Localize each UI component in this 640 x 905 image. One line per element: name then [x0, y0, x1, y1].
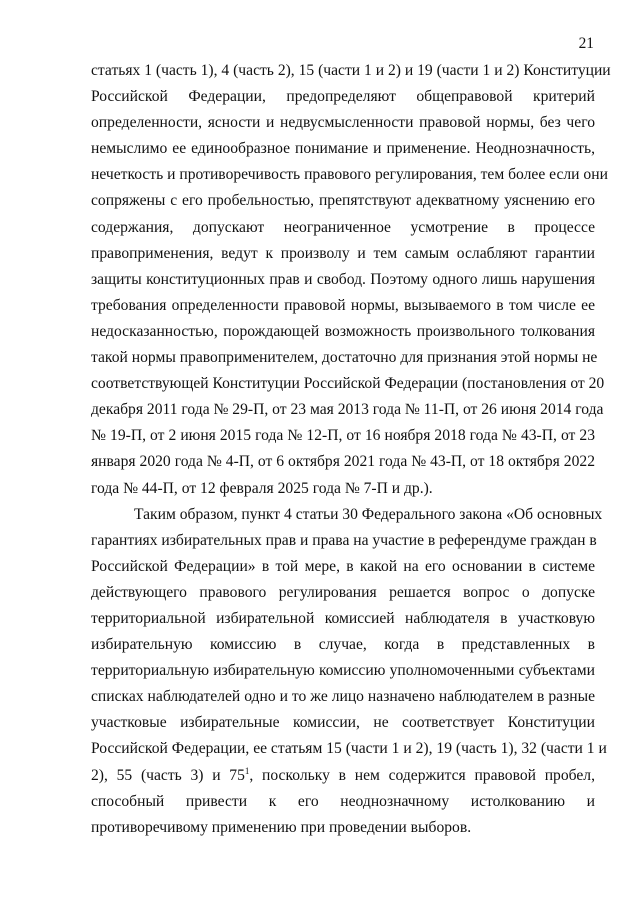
- text-line: нечеткость и противоречивость правового регулирования, тем более если они: [91, 166, 608, 184]
- text-line: действующего правового регулирования решается вопрос о допуске: [91, 583, 595, 601]
- text-line: способный привести к его неоднозначному истолкованию и: [91, 792, 595, 810]
- text-line: недосказанностью, порождающей возможность произвольного толкования: [91, 322, 595, 340]
- text-line-with-footnote: [91, 763, 595, 789]
- text-line: № 19-П, от 2 июня 2015 года № 12-П, от 16 ноября 2018 года № 43-П, от 23: [91, 427, 595, 445]
- text-line: защиты конституционных прав и свобод. Поэтому одного лишь нарушения: [91, 270, 595, 288]
- text-line: Российской Федерации, предопределяют общеправовой критерий: [91, 88, 595, 106]
- text-line: правоприменения, ведут к произволу и тем самым ослабляют гарантии: [91, 244, 595, 262]
- text-line: немыслимо ее единообразное понимание и применение. Неоднозначность,: [91, 140, 595, 158]
- document-body: [91, 58, 611, 841]
- text-fragment: , поскольку в нем содержится правовой пробел,: [249, 766, 595, 784]
- text-line: требования определенности правовой нормы, вызываемого в том числе ее: [91, 296, 595, 314]
- text-line: года № 44-П, от 12 февраля 2025 года № 7-П и др.).: [91, 479, 433, 497]
- text-line: января 2020 года № 4-П, от 6 октября 2021 года № 43-П, от 18 октября 2022: [91, 453, 595, 471]
- text-line: избирательную комиссию в случае, когда в представленных в: [91, 636, 595, 654]
- text-line: гарантиях избирательных прав и права на участие в референдуме граждан в: [91, 531, 597, 549]
- text-line: участковые избирательные комиссии, не соответствует Конституции: [91, 714, 595, 732]
- text-line: содержания, допускают неограниченное усмотрение в процессе: [91, 218, 595, 236]
- page-number: 21: [578, 35, 594, 52]
- text-line: территориальной избирательной комиссией наблюдателя в участковую: [91, 609, 595, 627]
- text-line: сопряжены с его пробельностью, препятствуют адекватному уяснению его: [91, 192, 595, 210]
- text-line: Российской Федерации, ее статьям 15 (части 1 и 2), 19 (часть 1), 32 (части 1 и: [91, 740, 607, 758]
- text-line: Таким образом, пункт 4 статьи 30 Федерального закона «Об основных: [134, 505, 603, 523]
- text-line: списках наблюдателей одно и то же лицо назначено наблюдателем в разные: [91, 688, 595, 706]
- text-line: соответствующей Конституции Российской Федерации (постановления от 20: [91, 375, 605, 393]
- text-line: противоречивому применению при проведении выборов.: [91, 818, 472, 836]
- text-fragment: 2), 55 (часть 3) и 75: [91, 766, 245, 784]
- text-line: такой нормы правоприменителем, достаточно для признания этой нормы не: [91, 349, 598, 367]
- text-line: Российской Федерации» в той мере, в какой на его основании в системе: [91, 557, 595, 575]
- text-line: статьях 1 (часть 1), 4 (часть 2), 15 (части 1 и 2) и 19 (части 1 и 2) Конституции: [91, 62, 611, 79]
- footnote-mark: 1: [244, 765, 250, 776]
- paragraph-constitutional-criteria: [91, 58, 611, 502]
- text-line: декабря 2011 года № 29-П, от 23 мая 2013 года № 11-П, от 26 июня 2014 года: [91, 401, 604, 419]
- text-line: территориальную избирательную комиссию уполномоченными субъектами: [91, 662, 595, 680]
- text-line: определенности, ясности и недвусмысленности правовой нормы, без чего: [91, 114, 595, 132]
- paragraph-conclusion: [91, 502, 607, 841]
